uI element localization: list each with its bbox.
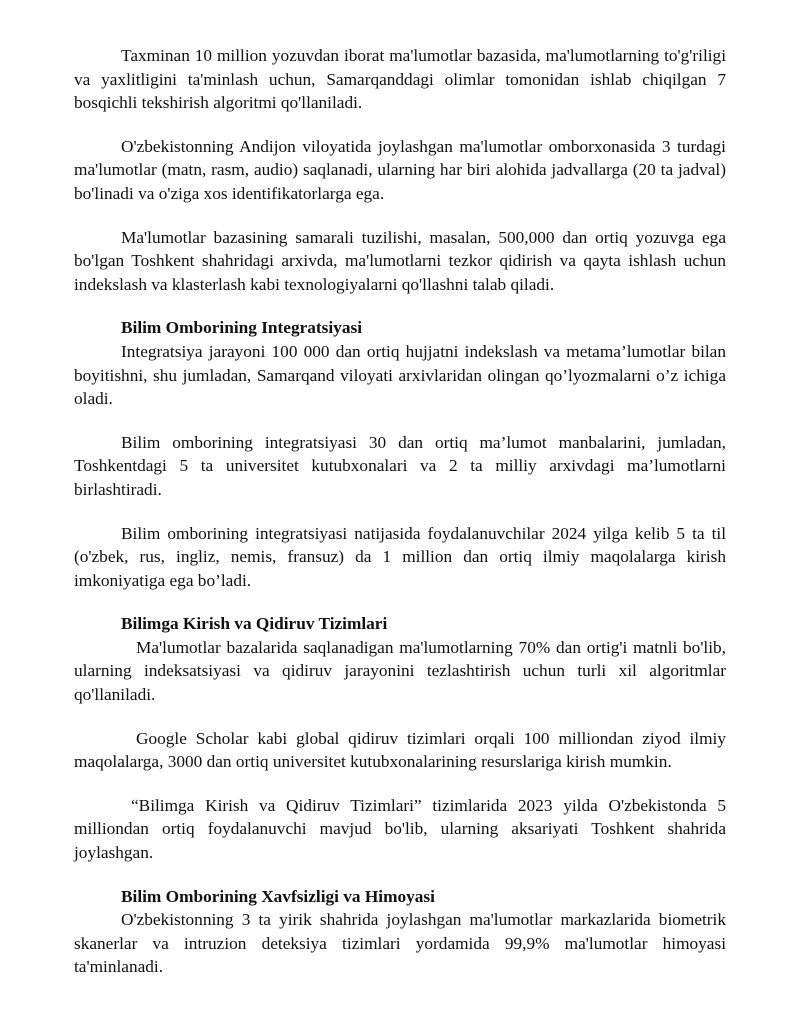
section-heading-integration: Bilim Omborining Integratsiyasi	[121, 318, 362, 338]
paragraph-integration-process: Integratsiya jarayoni 100 000 dan ortiq hujjatni indekslash va metama’lumotlar bilan boyitishni, shu jumladan, Samarqand viloyati arxivlaridan olingan qo’lyozmalarni o’z ichiga oladi.	[74, 341, 726, 409]
paragraph-uzbekistan-users: “Bilimga Kirish va Qidiruv Tizimlari” tizimlarida 2023 yilda O'zbekistonda 5 milliondan ortiq foydalanuvchi mavjud bo'lib, ularning aksariyati Toshkent shahrida joylashgan.	[74, 795, 726, 863]
paragraph-database-verification: Taxminan 10 million yozuvdan iborat ma'lumotlar bazasida, ma'lumotlarning to'g'riligi va yaxlitligini ta'minlash uchun, Samarqanddagi olimlar tomonidan ishlab chiqilgan 7 bosqichli tekshirish algoritmi qo'llaniladi.	[74, 46, 726, 113]
paragraph-text-indexing: Ma'lumotlar bazalarida saqlanadigan ma'lumotlarning 70% dan ortig'i matnli bo'lib, ularning indeksatsiyasi va qidiruv jarayonini tezlashtirish uchun turli xil algoritmlar qo'llaniladi.	[74, 637, 726, 705]
paragraph-integration-result: Bilim omborining integratsiyasi natijasida foydalanuvchilar 2024 yilga kelib 5 ta til (o'zbek, rus, ingliz, nemis, fransuz) da 1 million dan ortiq ilmiy maqolalarga kirish imkoniyatiga ega bo’ladi.	[74, 523, 726, 590]
paragraph-data-protection: O'zbekistonning 3 ta yirik shahrida joylashgan ma'lumotlar markazlarida biometrik skanerlar va intruzion deteksiya tizimlari yordamida 99,9% ma'lumotlar himoyasi ta'minlanadi.	[74, 910, 726, 977]
paragraph-integration-sources: Bilim omborining integratsiyasi 30 dan ortiq ma’lumot manbalarini, jumladan, Toshkentdagi 5 ta universitet kutubxonalari va 2 ta milliy arxivdagi ma’lumotlarni birlashtiradi.	[74, 432, 726, 499]
paragraph-google-scholar: Google Scholar kabi global qidiruv tizimlari orqali 100 milliondan ziyod ilmiy maqolalarga, 3000 dan ortiq universitet kutubxonalarining resurslariga kirish mumkin.	[74, 728, 726, 772]
paragraph-andijon-storage: O'zbekistonning Andijon viloyatida joylashgan ma'lumotlar omborxonasida 3 turdagi ma'lumotlar (matn, rasm, audio) saqlanadi, ularning har biri alohida jadvallarga (20 ta jadval) bo'linadi va o'ziga xos identifikatorlarga ega.	[74, 136, 726, 203]
section-heading-search-systems: Bilimga Kirish va Qidiruv Tizimlari	[121, 614, 388, 634]
section-heading-security: Bilim Omborining Xavfsizligi va Himoyasi	[121, 886, 435, 906]
paragraph-tashkent-archive: Ma'lumotlar bazasining samarali tuzilishi, masalan, 500,000 dan ortiq yozuvga ega bo'lgan Toshkent shahridagi arxivda, ma'lumotlarni tezkor qidirish va qayta ishlash uchun indekslash va klasterlash kabi texnologiyalarni qo'llashni talab qiladi.	[74, 227, 726, 294]
